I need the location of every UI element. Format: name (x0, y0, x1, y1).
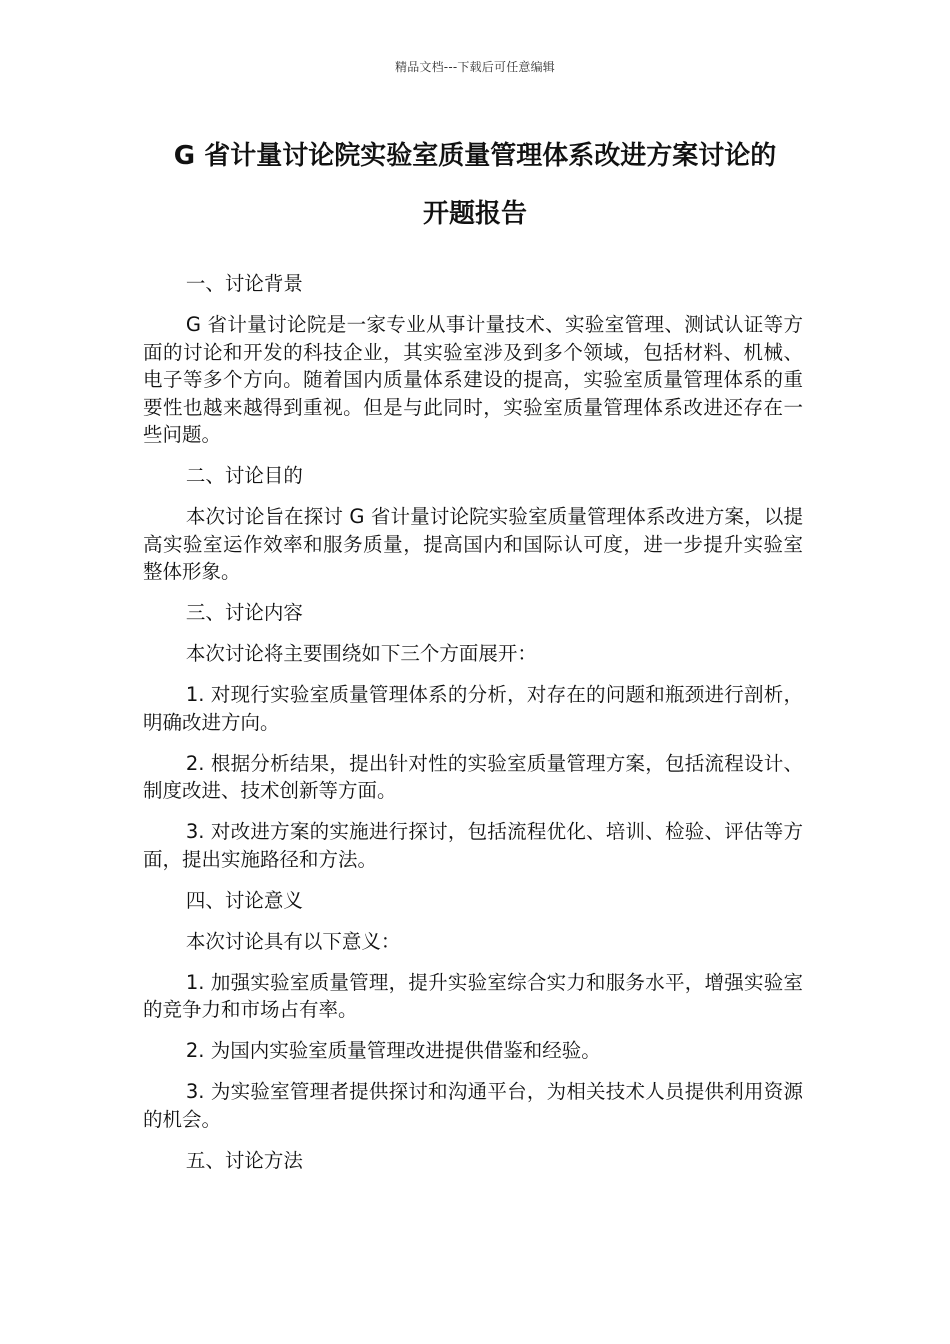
section-paragraph: 本次讨论将主要围绕如下三个方面展开： (185, 642, 537, 665)
section-paragraph: G 省计量讨论院是一家专业从事计量技术、实验室管理、测试认证等方面的讨论和开发的科技企业，其实验室涉及到多个领域，包括材料、机械、电子等多个方向。随着国内质量体系建设的提高，实验室质量管理体系的重要性也越来越得到重视。但是与此同时，实验室质量管理体系改进还存在一些问题。 (143, 313, 803, 446)
page-header: 精品文档---下载后可任意编辑 (395, 60, 555, 74)
section-heading-content: 三、讨论内容 (185, 601, 303, 624)
list-item: 3. 为实验室管理者提供探讨和沟通平台，为相关技术人员提供利用资源的机会。 (143, 1080, 803, 1131)
section-heading-method: 五、讨论方法 (185, 1148, 303, 1172)
title-line-1: G 省计量讨论院实验室质量管理体系改进方案讨论的 (173, 141, 777, 171)
section-paragraph: 本次讨论具有以下意义： (185, 929, 401, 953)
list-item: 1. 加强实验室质量管理，提升实验室综合实力和服务水平，增强实验室的竞争力和市场占有率。 (143, 970, 803, 1021)
title-line-2: 开题报告 (422, 199, 527, 229)
list-item: 2. 根据分析结果，提出针对性的实验室质量管理方案，包括流程设计、制度改进、技术创新等方面。 (143, 751, 803, 802)
section-heading-background: 一、讨论背景 (185, 272, 303, 295)
document-body (143, 270, 803, 1188)
list-item: 3. 对改进方案的实施进行探讨，包括流程优化、培训、检验、评估等方面，提出实施路径和方法。 (143, 820, 803, 871)
list-item: 2. 为国内实验室质量管理改进提供借鉴和经验。 (185, 1039, 601, 1062)
list-item: 1. 对现行实验室质量管理体系的分析，对存在的问题和瓶颈进行剖析，明确改进方向。 (143, 683, 803, 734)
section-heading-purpose: 二、讨论目的 (185, 464, 303, 487)
document-title (143, 127, 807, 243)
section-paragraph: 本次讨论旨在探讨 G 省计量讨论院实验室质量管理体系改进方案，以提高实验室运作效率和服务质量，提高国内和国际认可度，进一步提升实验室整体形象。 (143, 505, 803, 583)
section-heading-significance: 四、讨论意义 (185, 888, 303, 912)
